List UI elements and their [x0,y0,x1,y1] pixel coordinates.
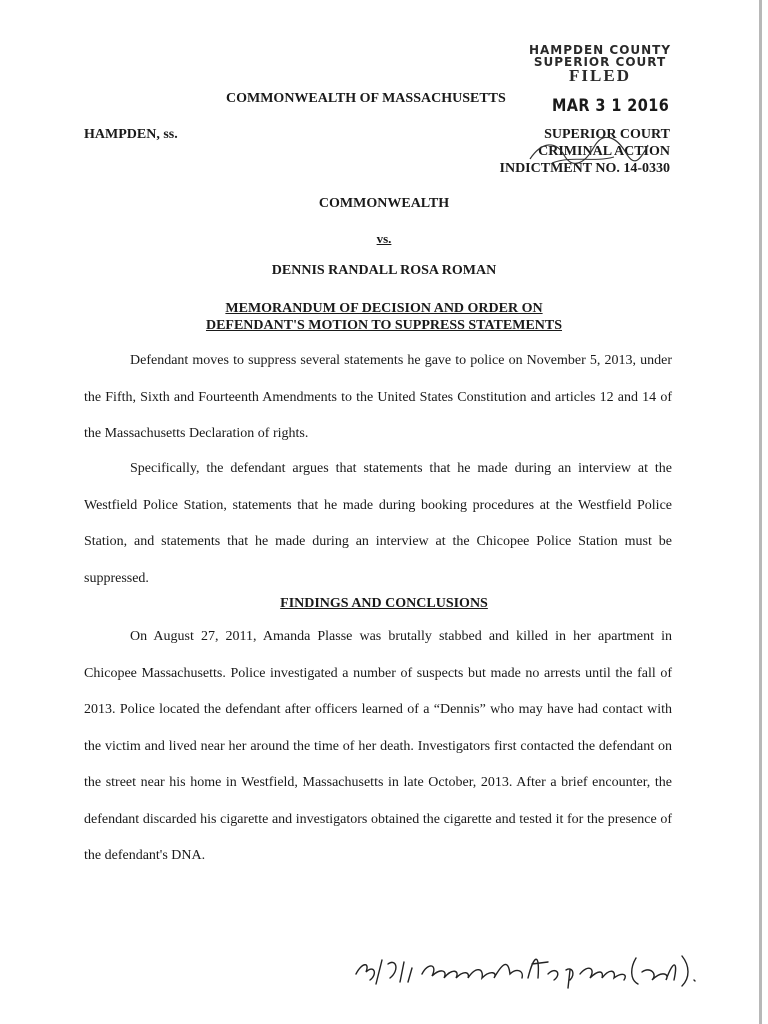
stamp-court: SUPERIOR COURT [533,55,667,69]
scan-page-edge [759,0,762,1024]
plaintiff-name: COMMONWEALTH [318,196,450,211]
section-heading: FINDINGS AND CONCLUSIONS [280,596,488,611]
versus: vs. [376,231,392,246]
paragraph-1: Defendant moves to suppress several statements he gave to police on November 5, 2013, under the Fifth, Sixth and Fourteenth Amendments to the United States Constitution and articles 12 and 14 of the Massachusetts Declaration of rights. [84,353,672,441]
venue: HAMPDEN, ss. [84,127,178,142]
action-type: CRIMINAL ACTION [538,144,670,159]
indictment-number: INDICTMENT NO. 14-0330 [499,161,670,176]
defendant-name: DENNIS RANDALL ROSA ROMAN [271,263,497,278]
paragraph-2: Specifically, the defendant argues that statements that he made during an interview at the Westfield Police Station, statements that he made during booking procedures at the Westfield Police Station, and statements that he made during an interview at the Chicopee Police Station must be suppressed. [84,461,672,586]
handwritten-note [352,944,702,990]
title-line-1: MEMORANDUM OF DECISION AND ORDER ON [225,301,543,316]
commonwealth-header: COMMONWEALTH OF MASSACHUSETTS [226,91,506,106]
title-line-2: DEFENDANT'S MOTION TO SUPPRESS STATEMENTS [205,318,563,333]
court-name: SUPERIOR COURT [544,127,670,142]
paragraph-3: On August 27, 2011, Amanda Plasse was brutally stabbed and killed in her apartment in Chicopee Massachusetts. Police investigated a number of suspects but made no arrests until the fall of 2013. Police located the defendant after officers learned of a “Dennis” who may have had contact with the victim and lived near her around the time of her death. Investigators first contacted the defendant on the street near his home in Westfield, Massachusetts in late October, 2013. After a brief encounter, the defendant discarded his cigarette and investigators obtained the cigarette and tested it for the presence of the defendant's DNA. [84,629,672,863]
stamp-filed: FILED [569,66,631,85]
stamp-county: HAMPDEN COUNTY [528,43,672,57]
stamp-date: MAR 3 1 2016 [552,96,670,116]
filed-stamp [520,44,680,84]
